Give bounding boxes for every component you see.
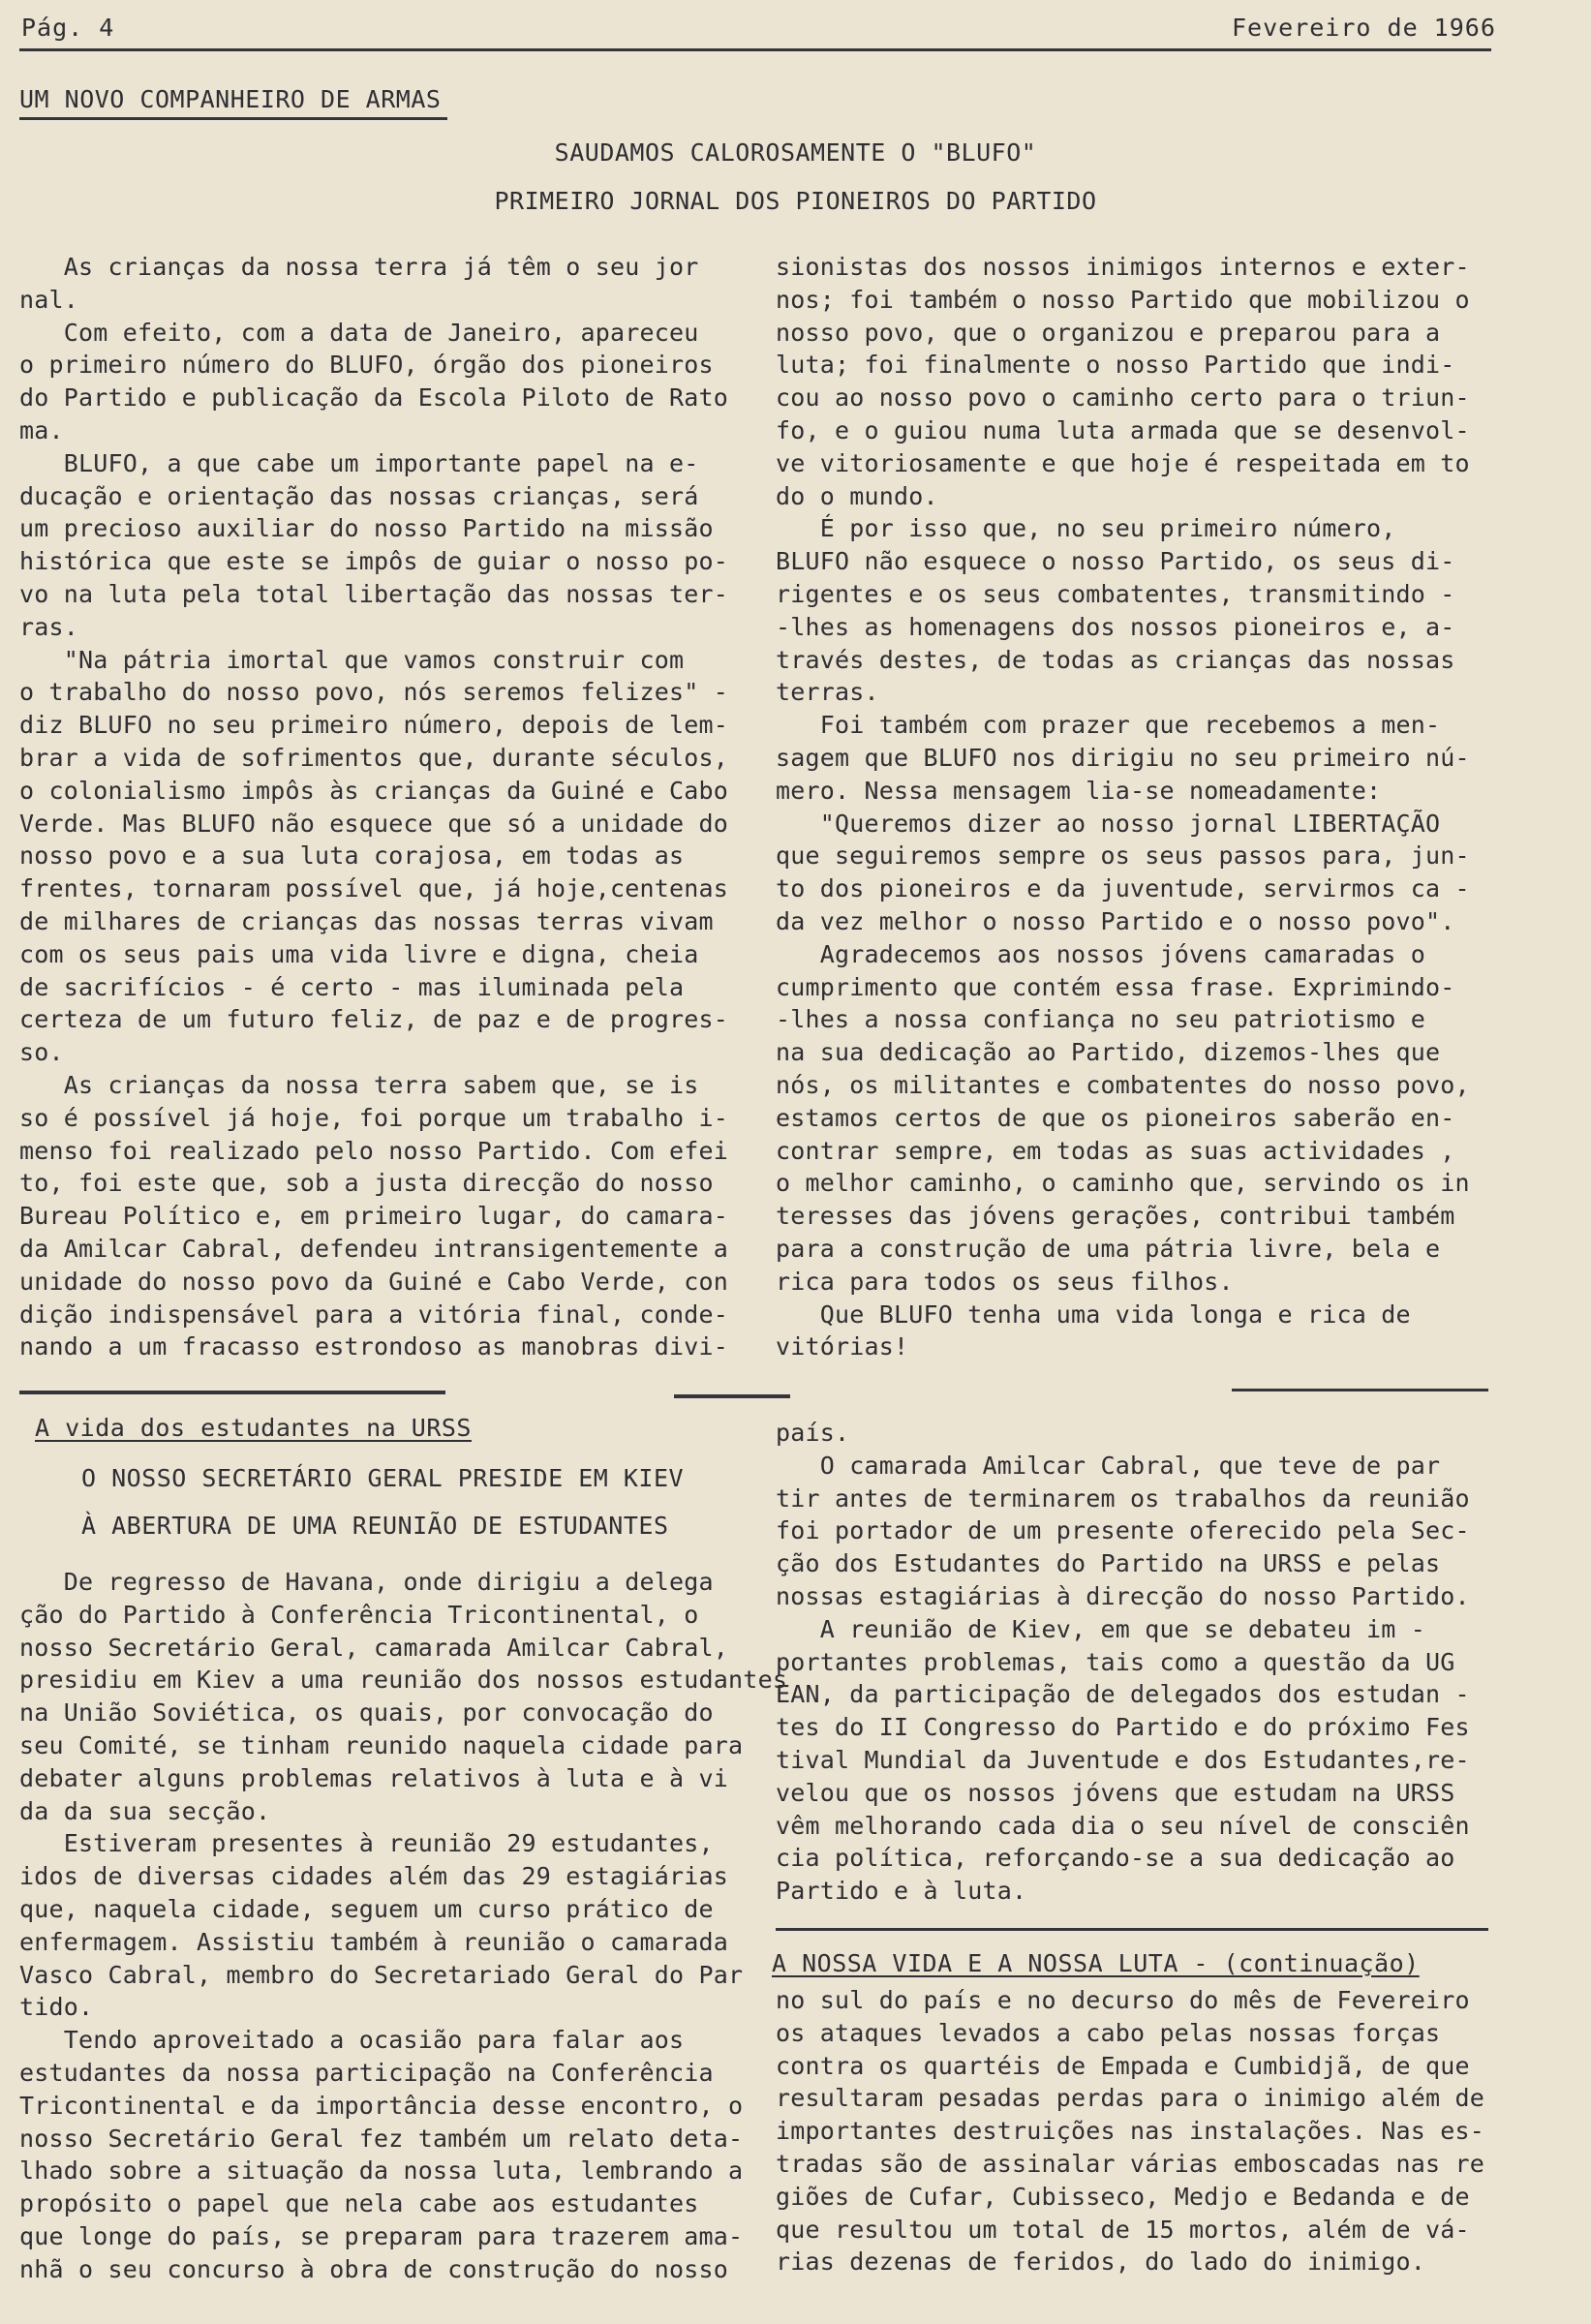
text-line: O camarada Amilcar Cabral, que teve de par — [776, 1451, 1441, 1480]
text-line: nal. — [19, 285, 79, 314]
text-line: ma. — [19, 415, 64, 444]
text-line: de sacrifícios - é certo - mas iluminada pela — [19, 972, 685, 1001]
section-title-our-life-our-struggle: A NOSSA VIDA E A NOSSA LUTA - (continuação) — [772, 1949, 1420, 1977]
text-line: propósito o papel que nela cabe aos estudantes — [19, 2189, 699, 2218]
text-line: dição indispensável para a vitória final, conde- — [19, 1300, 729, 1329]
text-line: ve vitoriosamente e que hoje é respeitada em to — [776, 448, 1470, 477]
divider-right — [1232, 1389, 1488, 1391]
text-line: que seguiremos sempre os seus passos para, jun- — [776, 841, 1470, 871]
text-line: velou que os nossos jóvens que estudam na URSS — [776, 1778, 1455, 1807]
text-line: to dos pioneiros e da juventude, servirmos ca - — [776, 874, 1470, 903]
divider-left — [19, 1391, 445, 1394]
text-line: da da sua secção. — [19, 1796, 271, 1825]
article-kiev-left-column — [19, 1566, 787, 2286]
text-line: ção do Partido à Conferência Tricontinental, o — [19, 1600, 699, 1629]
text-line: seu Comité, se tinham reunido naquela cidade para — [19, 1730, 744, 1759]
text-line: ção dos Estudantes do Partido na URSS e pelas — [776, 1549, 1441, 1578]
text-line: Tricontinental e da importância desse encontro, o — [19, 2091, 744, 2120]
headline-secretary-kiev: O NOSSO SECRETÁRIO GERAL PRESIDE EM KIEV — [81, 1464, 685, 1492]
text-line: Com efeito, com a data de Janeiro, apareceu — [19, 318, 699, 347]
text-line: sionistas dos nossos inimigos internos e exter- — [776, 253, 1470, 281]
text-line: As crianças da nossa terra sabem que, se is — [19, 1070, 699, 1099]
article-blufo-left-column — [19, 251, 728, 1363]
text-line: debater alguns problemas relativos à luta e à vi — [19, 1763, 729, 1792]
text-line: terras. — [776, 678, 879, 707]
text-line: portantes problemas, tais como a questão da UG — [776, 1647, 1455, 1676]
text-line: giões de Cufar, Cubisseco, Medjo e Bedanda e de — [776, 2182, 1470, 2211]
text-line: diz BLUFO no seu primeiro número, depois de lem- — [19, 711, 729, 740]
text-line: Verde. Mas BLUFO não esquece que só a unidade do — [19, 809, 729, 838]
text-line: -lhes as homenagens dos nossos pioneiros e, a- — [776, 612, 1455, 641]
text-line: "Na pátria imortal que vamos construir com — [19, 645, 685, 674]
text-line: rias dezenas de feridos, do lado do inimigo. — [776, 2248, 1426, 2277]
text-line: Bureau Político e, em primeiro lugar, do camara- — [19, 1202, 729, 1231]
text-line: cia política, reforçando-se a sua dedicação ao — [776, 1844, 1455, 1873]
text-line: um precioso auxiliar do nosso Partido na missão — [19, 514, 714, 543]
text-line: As crianças da nossa terra já têm o seu jor — [19, 253, 699, 281]
text-line: que longe do país, se preparam para trazerem ama- — [19, 2221, 744, 2250]
text-line: tes do II Congresso do Partido e do próximo Fes — [776, 1713, 1470, 1742]
text-line: Vasco Cabral, membro do Secretariado Geral do Par — [19, 1960, 744, 1989]
text-line: com os seus pais uma vida livre e digna, cheia — [19, 939, 699, 968]
text-line: Agradecemos aos nossos jóvens camaradas o — [776, 939, 1426, 968]
text-line: que, naquela cidade, seguem um curso prático de — [19, 1894, 714, 1923]
text-line: tival Mundial da Juventude e dos Estudantes,re- — [776, 1745, 1470, 1774]
text-line: foi portador de um presente oferecido pela Sec- — [776, 1516, 1470, 1545]
text-line: idos de diversas cidades além das 29 estagiárias — [19, 1862, 729, 1891]
text-line: nós, os militantes e combatentes do nosso povo, — [776, 1070, 1470, 1099]
text-line: De regresso de Havana, onde dirigiu a delega — [19, 1568, 714, 1596]
text-line: BLUFO não esquece o nosso Partido, os seus di- — [776, 547, 1455, 576]
text-line: do Partido e publicação da Escola Piloto de Rato — [19, 383, 729, 413]
text-line: través destes, de todas as crianças das nossas — [776, 645, 1455, 674]
section-title-new-companion: UM NOVO COMPANHEIRO DE ARMAS — [19, 85, 442, 113]
text-line: tir antes de terminarem os trabalhos da reunião — [776, 1483, 1470, 1513]
text-line: tradas são de assinalar várias emboscadas nas re — [776, 2149, 1485, 2178]
text-line: Foi também com prazer que recebemos a men- — [776, 711, 1441, 740]
text-line: rigentes e os seus combatentes, transmitindo - — [776, 579, 1455, 608]
text-line: o melhor caminho, o caminho que, servindo os in — [776, 1169, 1470, 1198]
text-line: da vez melhor o nosso Partido e o nosso povo". — [776, 906, 1455, 935]
text-line: na União Soviética, os quais, por convocação do — [19, 1698, 714, 1728]
text-line: de milhares de crianças das nossas terras vivam — [19, 906, 714, 935]
text-line: frentes, tornaram possível que, já hoje,centenas — [19, 874, 729, 903]
header-rule — [19, 48, 1491, 51]
subheadline-blufo: PRIMEIRO JORNAL DOS PIONEIROS DO PARTIDO — [494, 187, 1097, 215]
text-line: vo na luta pela total libertação das nossas ter- — [19, 579, 729, 608]
text-line: EAN, da participação de delegados dos estudan - — [776, 1680, 1470, 1709]
text-line: unidade do nosso povo da Guiné e Cabo Verde, con — [19, 1267, 729, 1296]
page-number: Pág. 4 — [21, 14, 115, 42]
text-line: É por isso que, no seu primeiro número, — [776, 514, 1396, 543]
text-line: Tendo aproveitado a ocasião para falar aos — [19, 2026, 685, 2055]
text-line: nando a um fracasso estrondoso as manobras divi- — [19, 1332, 729, 1361]
text-line: estamos certos de que os pioneiros saberão en- — [776, 1103, 1455, 1132]
text-line: "Queremos dizer ao nosso jornal LIBERTAÇÃO — [776, 809, 1441, 838]
article-blufo-right-column — [776, 251, 1470, 1363]
text-line: presidiu em Kiev a uma reunião dos nossos estudantes — [19, 1666, 788, 1695]
text-line: so é possível já hoje, foi porque um trabalho i- — [19, 1103, 729, 1132]
article-kiev-right-column — [776, 1417, 1470, 1908]
text-line: nhã o seu concurso à obra de construção do nosso — [19, 2254, 729, 2283]
text-line: estudantes da nossa participação na Conferência — [19, 2058, 714, 2087]
text-line: Estiveram presentes à reunião 29 estudantes, — [19, 1829, 714, 1858]
text-line: nosso Secretário Geral fez também um relato deta- — [19, 2124, 744, 2153]
divider-continuation — [776, 1928, 1488, 1931]
text-line: rica para todos os seus filhos. — [776, 1267, 1234, 1296]
text-line: importantes destruições nas instalações. Nas es- — [776, 2117, 1485, 2146]
text-line: da Amilcar Cabral, defendeu intransigentemente a — [19, 1234, 729, 1263]
text-line: o primeiro número do BLUFO, órgão dos pioneiros — [19, 351, 714, 380]
text-line: nosso povo, que o organizou e preparou para a — [776, 318, 1441, 347]
text-line: enfermagem. Assistiu também à reunião o camarada — [19, 1927, 729, 1956]
text-line: BLUFO, a que cabe um importante papel na e- — [19, 448, 699, 477]
text-line: menso foi realizado pelo nosso Partido. Com efei — [19, 1136, 729, 1165]
text-line: brar a vida de sofrimentos que, durante séculos, — [19, 743, 729, 772]
text-line: -lhes a nossa confiança no seu patriotismo e — [776, 1005, 1426, 1034]
text-line: tido. — [19, 1993, 94, 2022]
text-line: vitórias! — [776, 1332, 909, 1361]
text-line: nossas estagiárias à direcção do nosso Partido. — [776, 1581, 1470, 1610]
text-line: país. — [776, 1419, 850, 1447]
text-line: ras. — [19, 612, 79, 641]
text-line: fo, e o guiou numa luta armada que se desenvol- — [776, 415, 1470, 444]
text-line: Partido e à luta. — [776, 1877, 1027, 1906]
text-line: no sul do país e no decurso do mês de Fevereiro — [776, 1986, 1470, 2014]
text-line: contrar sempre, em todas as suas actividades , — [776, 1136, 1455, 1165]
text-line: que resultou um total de 15 mortos, além de vá- — [776, 2215, 1470, 2244]
text-line: luta; foi finalmente o nosso Partido que indi- — [776, 351, 1455, 380]
text-line: os ataques levados a cabo pelas nossas forças — [776, 2018, 1441, 2047]
text-line: o colonialismo impôs às crianças da Guiné e Cabo — [19, 776, 729, 805]
headline-blufo: SAUDAMOS CALOROSAMENTE O "BLUFO" — [554, 138, 1037, 167]
text-line: lhado sobre a situação da nossa luta, lembrando a — [19, 2156, 744, 2186]
text-line: teresses das jóvens gerações, contribui também — [776, 1202, 1455, 1231]
text-line: do o mundo. — [776, 481, 938, 510]
text-line: A reunião de Kiev, em que se debateu im - — [776, 1614, 1426, 1643]
text-line: to, foi este que, sob a justa direcção do nosso — [19, 1169, 714, 1198]
text-line: mero. Nessa mensagem lia-se nomeadamente: — [776, 776, 1382, 805]
text-line: certeza de um futuro feliz, de paz e de progres- — [19, 1005, 729, 1034]
text-line: nosso Secretário Geral, camarada Amilcar Cabral, — [19, 1633, 729, 1662]
text-line: nos; foi também o nosso Partido que mobilizou o — [776, 285, 1470, 314]
text-line: sagem que BLUFO nos dirigiu no seu primeiro nú- — [776, 743, 1470, 772]
subheadline-students-meeting: À ABERTURA DE UMA REUNIÃO DE ESTUDANTES — [81, 1512, 669, 1540]
article-continuation-text — [776, 1984, 1484, 2278]
text-line: Que BLUFO tenha uma vida longa e rica de — [776, 1300, 1411, 1329]
text-line: para a construção de uma pátria livre, bela e — [776, 1234, 1441, 1263]
text-line: so. — [19, 1038, 64, 1067]
text-line: nosso povo e a sua luta corajosa, em todas as — [19, 841, 685, 871]
text-line: contra os quartéis de Empada e Cumbidjã, de que — [776, 2051, 1470, 2080]
text-line: na sua dedicação ao Partido, dizemos-lhes que — [776, 1038, 1441, 1067]
text-line: resultaram pesadas perdas para o inimigo além de — [776, 2084, 1485, 2113]
text-line: o trabalho do nosso povo, nós seremos felizes" - — [19, 678, 729, 707]
section-title-students-urss: A vida dos estudantes na URSS — [35, 1414, 472, 1442]
divider-mid — [674, 1394, 790, 1398]
section-title-underline — [19, 117, 447, 120]
text-line: vêm melhorando cada dia o seu nível de consciên — [776, 1811, 1470, 1840]
issue-date: Fevereiro de 1966 — [1232, 14, 1496, 42]
text-line: cou ao nosso povo o caminho certo para o triun- — [776, 383, 1470, 413]
text-line: histórica que este se impôs de guiar o nosso po- — [19, 547, 729, 576]
text-line: ducação e orientação das nossas crianças, será — [19, 481, 699, 510]
text-line: cumprimento que contém essa frase. Exprimindo- — [776, 972, 1455, 1001]
